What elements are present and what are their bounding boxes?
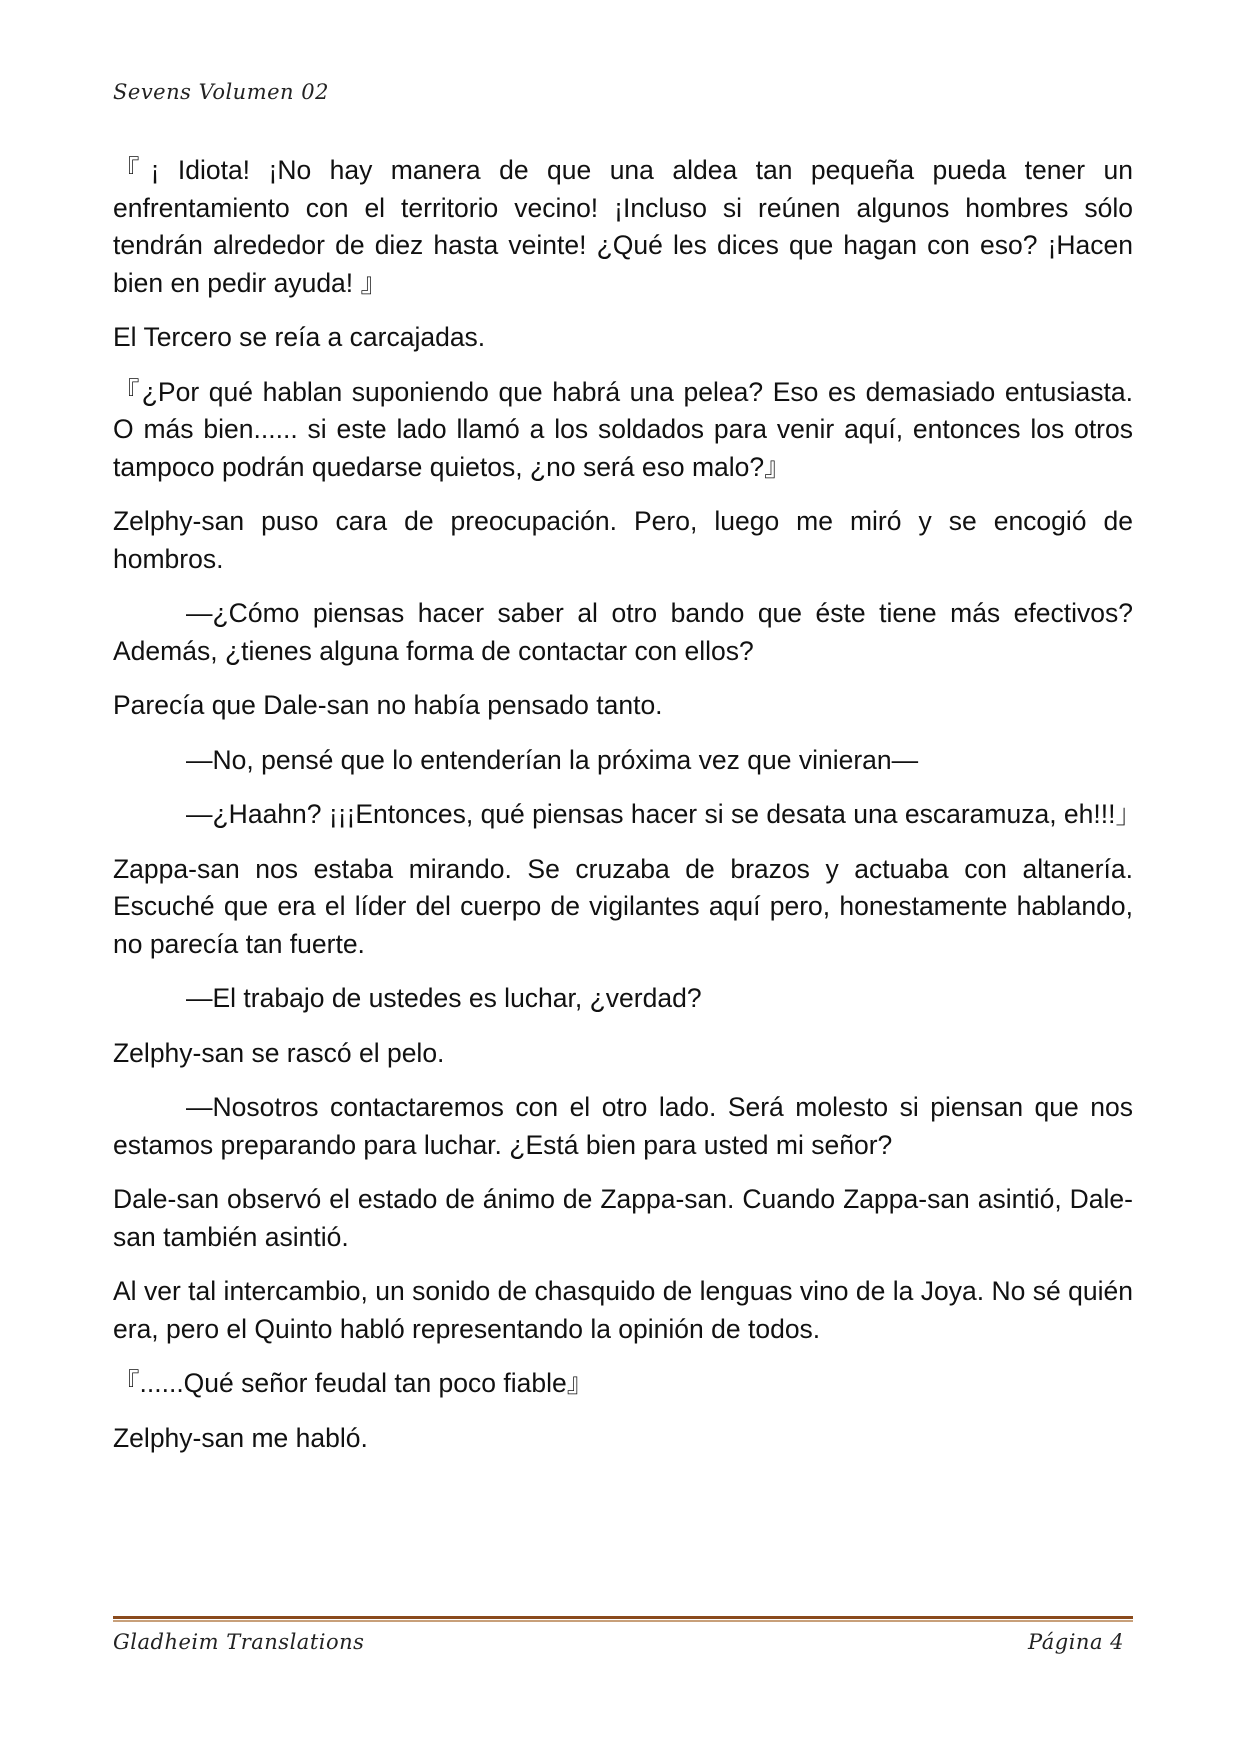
paragraph-8: —¿Haahn? ¡¡¡Entonces, qué piensas hacer si se desata una escaramuza, eh!!!」: [186, 799, 1142, 829]
paragraph-7: —No, pensé que lo entenderían la próxima vez que vinieran—: [186, 744, 919, 775]
paragraph-1: 『¡ Idiota! ¡No hay manera de que una aldea tan pequeña pueda tener un enfrentamiento con el territorio vecino! ¡Incluso si reúnen algunos hombres sólo tendrán alrededor de diez hasta veinte! ¿Qué les dices que hagan con eso? ¡Hacen bien en pedir ayuda! 』: [113, 155, 1133, 298]
paragraph-5: —¿Cómo piensas hacer saber al otro bando que éste tiene más efectivos? Además, ¿tienes alguna forma de contactar con ellos?: [113, 598, 1133, 666]
page-body: [113, 152, 1142, 1474]
paragraph-6: Parecía que Dale-san no había pensado tanto.: [113, 690, 663, 720]
paragraph-4: Zelphy-san puso cara de preocupación. Pero, luego me miró y se encogió de hombros.: [113, 506, 1133, 574]
paragraph-10: —El trabajo de ustedes es luchar, ¿verdad?: [186, 983, 702, 1013]
footer-page-number: Página 4: [1028, 1630, 1124, 1654]
footer-translator-credit: Gladheim Translations: [113, 1630, 365, 1654]
paragraph-15: 『......Qué señor feudal tan poco fiable』: [113, 1368, 594, 1398]
paragraph-12: —Nosotros contactaremos con el otro lado. Será molesto si piensan que nos estamos preparando para luchar. ¿Está bien para usted mi señor?: [113, 1092, 1133, 1160]
paragraph-14: Al ver tal intercambio, un sonido de chasquido de lenguas vino de la Joya. No sé quién era, pero el Quinto habló representando la opinión de todos.: [113, 1276, 1133, 1344]
paragraph-11: Zelphy-san se rascó el pelo.: [113, 1037, 445, 1068]
footer-divider: [113, 1616, 1133, 1622]
paragraph-2: El Tercero se reía a carcajadas.: [113, 322, 486, 352]
paragraph-13: Dale-san observó el estado de ánimo de Zappa-san. Cuando Zappa-san asintió, Dale-san también asintió.: [113, 1184, 1133, 1252]
paragraph-16: Zelphy-san me habló.: [113, 1422, 368, 1453]
paragraph-9: Zappa-san nos estaba mirando. Se cruzaba de brazos y actuaba con altanería. Escuché que era el líder del cuerpo de vigilantes aquí pero, honestamente hablando, no parecía tan fuerte.: [113, 853, 1133, 959]
paragraph-3: 『¿Por qué hablan suponiendo que habrá una pelea? Eso es demasiado entusiasta. O más bien...... si este lado llamó a los soldados para venir aquí, entonces los otros tampoco podrán quedarse quietos, ¿no será eso malo?』: [113, 376, 1133, 482]
page-header-title: Sevens Volumen 02: [113, 80, 329, 104]
